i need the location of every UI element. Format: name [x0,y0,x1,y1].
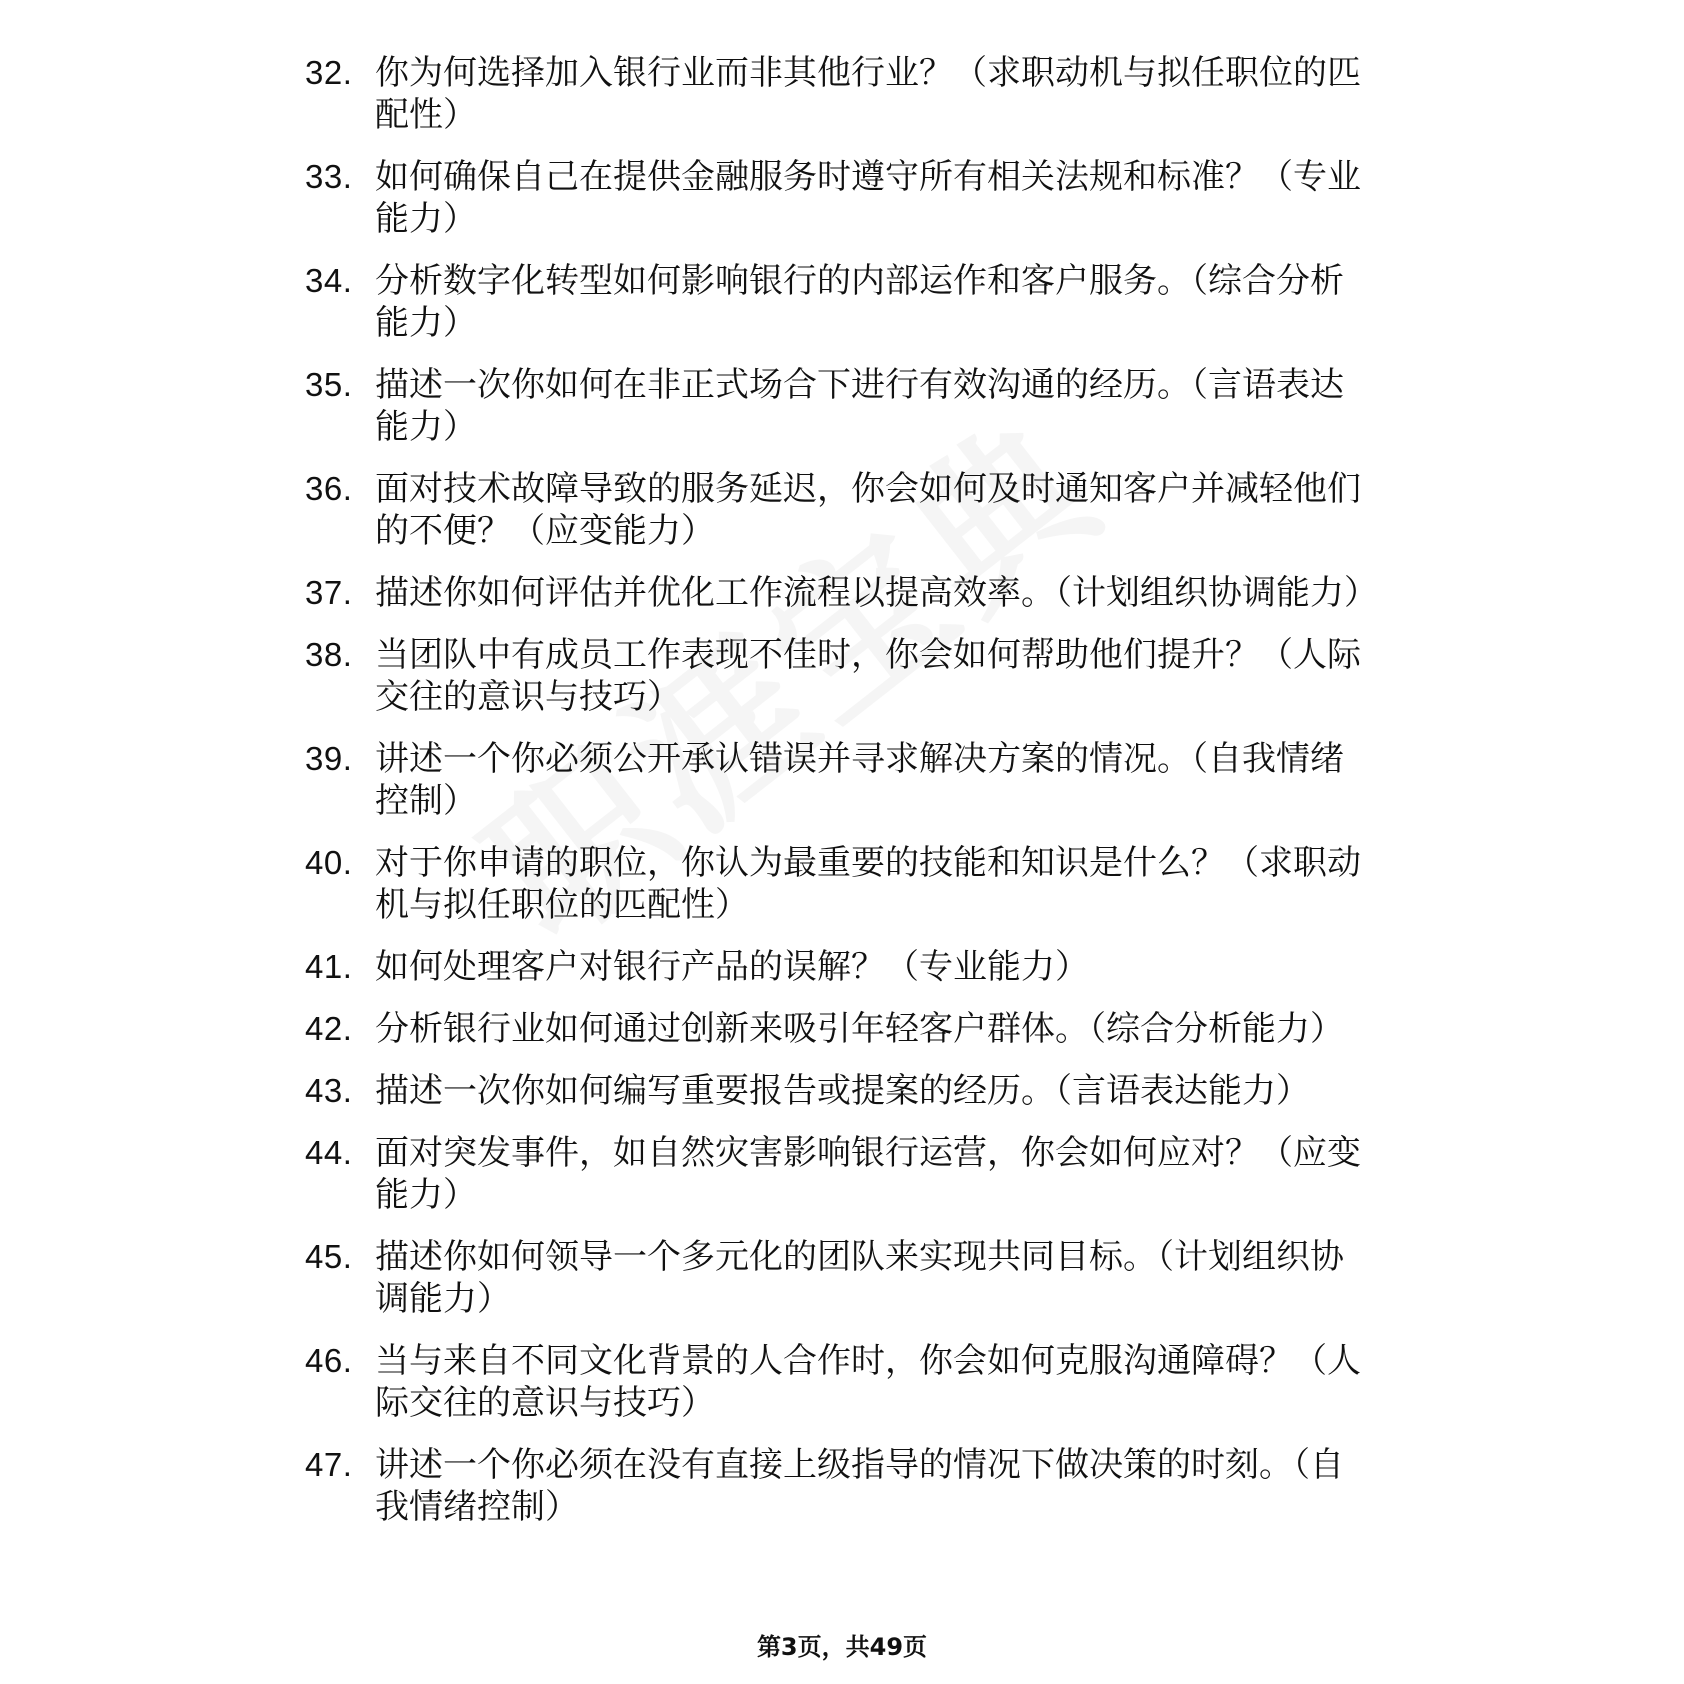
question-text: 分析数字化转型如何影响银行的内部运作和客户服务。（综合分析能力） [375,261,1344,343]
question-text: 描述一次你如何在非正式场合下进行有效沟通的经历。（言语表达能力） [375,365,1344,447]
page-number-label: 第3页，共49页 [756,1633,928,1661]
question-item [305,1236,1365,1320]
question-item [305,52,1365,136]
question-text: 如何确保自己在提供金融服务时遵守所有相关法规和标准？（专业能力） [375,157,1361,239]
question-number: 44. [305,1134,353,1171]
question-number: 40. [305,844,353,881]
question-item [305,156,1365,240]
question-text: 分析银行业如何通过创新来吸引年轻客户群体。（综合分析能力） [375,1009,1344,1049]
question-number: 35. [305,366,353,403]
question-text: 如何处理客户对银行产品的误解？（专业能力） [375,947,1089,987]
question-number: 43. [305,1072,353,1109]
question-number: 34. [305,262,353,299]
question-number: 39. [305,740,353,777]
question-item [305,1070,1365,1112]
question-item [305,634,1365,718]
question-text: 面对突发事件，如自然灾害影响银行运营，你会如何应对？（应变能力） [375,1133,1361,1215]
question-number: 46. [305,1342,353,1379]
question-number: 47. [305,1446,353,1483]
question-item [305,738,1365,822]
question-item [305,260,1365,344]
question-text: 讲述一个你必须在没有直接上级指导的情况下做决策的时刻。（自我情绪控制） [375,1445,1344,1527]
question-item [305,1444,1365,1528]
question-number: 32. [305,54,353,91]
question-text: 描述一次你如何编写重要报告或提案的经历。（言语表达能力） [375,1071,1310,1111]
question-list [305,52,1378,1548]
question-item [305,946,1365,988]
question-text: 面对技术故障导致的服务延迟，你会如何及时通知客户并减轻他们的不便？（应变能力） [375,469,1361,551]
question-text: 描述你如何评估并优化工作流程以提高效率。（计划组织协调能力） [375,573,1378,613]
question-text: 当与来自不同文化背景的人合作时，你会如何克服沟通障碍？（人际交往的意识与技巧） [375,1341,1361,1423]
question-number: 45. [305,1238,353,1275]
page-footer [0,1632,1684,1662]
question-number: 36. [305,470,353,507]
question-number: 41. [305,948,353,985]
question-text: 当团队中有成员工作表现不佳时，你会如何帮助他们提升？（人际交往的意识与技巧） [375,635,1361,717]
question-text: 讲述一个你必须公开承认错误并寻求解决方案的情况。（自我情绪控制） [375,739,1344,821]
question-text: 对于你申请的职位，你认为最重要的技能和知识是什么？（求职动机与拟任职位的匹配性） [375,843,1361,925]
question-item [305,1340,1365,1424]
question-number: 42. [305,1010,353,1047]
question-item [305,468,1365,552]
question-item [305,842,1365,926]
question-number: 33. [305,158,353,195]
question-number: 38. [305,636,353,673]
question-number: 37. [305,574,353,611]
question-text: 你为何选择加入银行业而非其他行业？（求职动机与拟任职位的匹配性） [375,53,1361,135]
question-item [305,572,1378,614]
question-text: 描述你如何领导一个多元化的团队来实现共同目标。（计划组织协调能力） [375,1237,1344,1319]
question-item [305,364,1365,448]
question-item [305,1132,1365,1216]
question-item [305,1008,1365,1050]
